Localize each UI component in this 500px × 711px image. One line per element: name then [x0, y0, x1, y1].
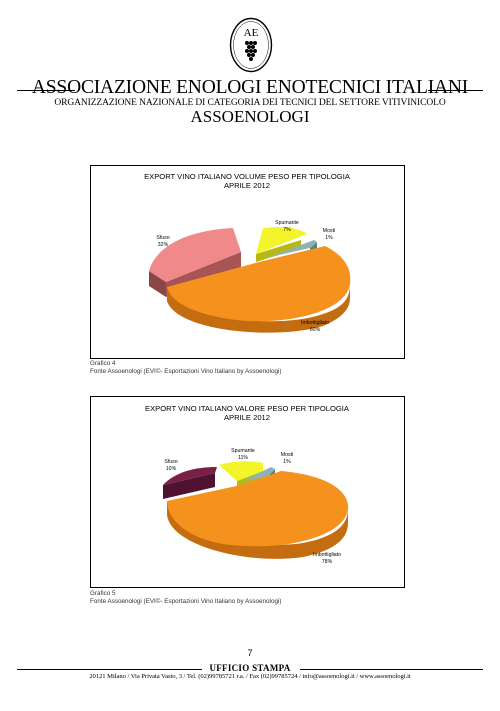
- organization-title: ASSOCIAZIONE ENOLOGI ENOTECNICI ITALIANI: [31, 77, 469, 98]
- svg-text:Spumante: Spumante: [275, 220, 299, 226]
- chart-title-line2: APRILE 2012: [223, 413, 271, 422]
- svg-text:1%: 1%: [325, 235, 333, 241]
- chart-label-sfuso: [156, 235, 169, 248]
- svg-text:Mosti: Mosti: [280, 452, 294, 458]
- chart-caption-source: Fonte Assoenologi (EVI©- Esportazioni Vino Italiano by Assoenologi): [90, 368, 282, 375]
- assoenologi-logo: [229, 17, 273, 73]
- svg-text:11%: 11%: [238, 455, 248, 461]
- chart-label-mosti: [281, 452, 293, 465]
- chart-caption-number: Grafico 5: [90, 590, 116, 597]
- svg-text:Mosti: Mosti: [322, 228, 336, 234]
- footer-office: UFFICIO STAMPA: [209, 663, 291, 673]
- svg-text:Sfuso: Sfuso: [156, 235, 170, 241]
- chart-caption-source: Fonte Assoenologi (EVI©- Esportazioni Vino Italiano by Assoenologi): [90, 598, 282, 605]
- chart-title-line1: EXPORT VINO ITALIANO VALORE PESO PER TIPOLOGIA: [145, 404, 349, 413]
- svg-text:Sfuso: Sfuso: [164, 459, 178, 465]
- svg-text:Spumante: Spumante: [231, 448, 255, 454]
- svg-text:7%: 7%: [283, 227, 291, 233]
- svg-text:Imbottigliato: Imbottigliato: [301, 320, 329, 326]
- logo-letters: AE: [243, 27, 259, 39]
- svg-text:1%: 1%: [283, 459, 291, 465]
- chart-caption-number: Grafico 4: [90, 360, 116, 367]
- svg-text:60%: 60%: [309, 327, 321, 333]
- chart-title-line1: EXPORT VINO ITALIANO VOLUME PESO PER TIPOLOGIA: [144, 172, 350, 181]
- chart-volume: [90, 165, 405, 359]
- footer-address: 20121 Milano / Via Privata Vasto, 3 / Tel. (02)99785721 r.a. / Fax (02)99785724 / info@assoenologi.it / www.assoenologi.it: [89, 673, 411, 680]
- page-number: 7: [247, 648, 253, 658]
- chart-title-line2: APRILE 2012: [223, 181, 271, 190]
- svg-text:32%: 32%: [157, 242, 169, 248]
- chart-label-imbottigliato: [313, 552, 341, 565]
- chart-value: [90, 396, 405, 588]
- chart-label-sfuso: [164, 459, 177, 472]
- chart-label-spumante: [231, 448, 255, 461]
- svg-text:Imbottigliato: Imbottigliato: [313, 552, 341, 558]
- svg-text:10%: 10%: [165, 466, 177, 472]
- organization-subtitle: ORGANIZZAZIONE NAZIONALE DI CATEGORIA DEI TECNICI DEL SETTORE VITIVINICOLO: [54, 98, 446, 108]
- svg-text:78%: 78%: [321, 559, 333, 565]
- chart-label-mosti: [323, 228, 335, 241]
- organization-acronym: ASSOENOLOGI: [190, 107, 310, 126]
